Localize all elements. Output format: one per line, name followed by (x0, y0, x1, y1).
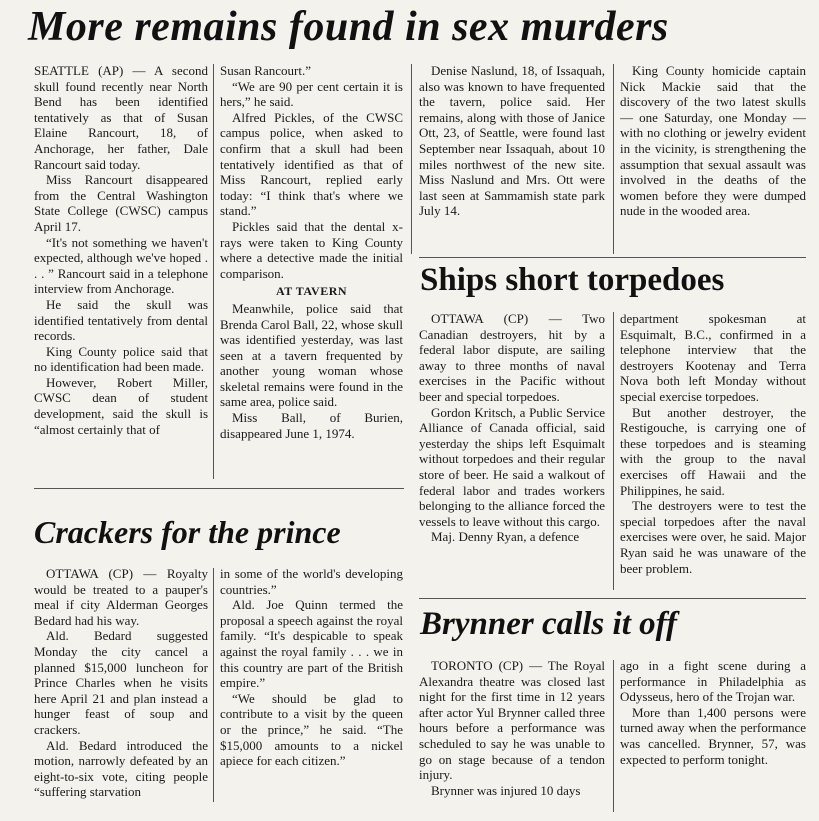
paragraph: Ald. Bedard suggested Monday the city cancel a planned $15,000 luncheon for Prince Charles when he visits here April 21 and plan instead a hunger feast of soup and crackers. (34, 628, 208, 737)
headline-sex-murders: More remains found in sex murders (28, 4, 669, 50)
story4-column-1 (419, 658, 605, 816)
paragraph: Gordon Kritsch, a Public Service Alliance of Canada official, said yesterday the ships left Esquimalt without torpedoes and their regular store of beer. He said a walkout of federal labor and trades workers belonging to the alliance forced the vessels to leave without this cargo. (419, 404, 605, 529)
paragraph: But another destroyer, the Restigouche, is carrying one of these torpedoes and is steaming with the group to the naval exercises off Hawaii and the Philippines, he said. (620, 404, 806, 498)
paragraph: Denise Naslund, 18, of Issaquah, also was known to have frequented the tavern, police said. Her remains, along with those of Janice Ott, 23, of Seattle, were found last September near Issaquah, about 10 miles northwest of the new site. Miss Naslund and Mrs. Ott were last seen at Sammamish state park July 14. (419, 63, 605, 219)
story-divider (419, 257, 806, 258)
story1-column-3 (419, 63, 605, 255)
paragraph: Brynner was injured 10 days (431, 782, 581, 798)
paragraph: department spokesman at Esquimalt, B.C., confirmed in a telephone interview that the destroyers Kootenay and Terra Nova both left Monday without special exercise torpedoes. (620, 311, 806, 404)
paragraph: “We should be glad to contribute to a visit by the queen or the prince,” he said. “The $15,000 amounts to a nickel apiece for each citizen.” (220, 690, 403, 769)
paragraph: Miss Rancourt disappeared from the Central Washington State College (CWSC) campus April 17. (34, 172, 208, 234)
paragraph: More than 1,400 persons were turned away when the performance was cancelled. Brynner, 57, was expected to perform tonight. (620, 704, 806, 767)
paragraph: Meanwhile, police said that Brenda Carol Ball, 22, whose skull was identified yesterday, was last seen at a tavern frequented by another young woman whose skeletal remains were found in the same area, police said. (220, 300, 403, 410)
story1-column-1 (34, 63, 208, 483)
paragraph: King County homicide captain Nick Mackie said that the discovery of the two latest skulls — one Saturday, one Monday — with no clothing or jewelry evident in the vicinity, is strengthening the assumption that sexual assault was involved in the deaths of the women before they were dumped nude in the wooded area. (620, 63, 806, 219)
column-rule (613, 312, 614, 590)
headline-crackers-for-the-prince: Crackers for the prince (34, 514, 341, 550)
paragraph: The destroyers were to test the special torpedoes after the naval exercises were over, he said. Major Ryan said he was unaware of the beer problem. (620, 498, 806, 576)
paragraph: SEATTLE (AP) — A second skull found recently near North Bend has been identified tentatively as that of Susan Elaine Rancourt, 18, of Anchorage, her father, Dale Rancourt said today. (34, 63, 208, 172)
paragraph: ago in a fight scene during a performance in Philadelphia as Odysseus, hero of the Trojan war. (620, 658, 806, 705)
column-rule (613, 64, 614, 254)
paragraph: However, Robert Miller, CWSC dean of student development, said the skull is “almost certainly that of (34, 374, 208, 437)
headline-ships-short-torpedoes: Ships short torpedoes (420, 262, 725, 298)
paragraph: Alfred Pickles, of the CWSC campus police, when asked to confirm that a skull had been tentatively identified as that of Miss Rancourt, replied early today: “I think that's where we stand.” (220, 109, 403, 219)
paragraph: Ald. Joe Quinn termed the proposal a speech against the royal family. “It's despicable to speak against the royal family . . . we in this country are part of the British empire.” (220, 597, 403, 691)
paragraph: in some of the world's developing countries.” (220, 566, 403, 597)
paragraph: “It's not something we haven't expected, although we've hoped . . . ” Rancourt said in a telephone interview from Anchorage. (34, 234, 208, 297)
story-divider (419, 598, 806, 599)
story-divider (34, 488, 404, 489)
paragraph: Susan Rancourt.” (220, 63, 311, 78)
paragraph: Ald. Bedard introduced the motion, narrowly defeated by an eight-to-six vote, citing people “suffering starvation (34, 737, 208, 800)
story4-column-2 (620, 658, 806, 816)
paragraph: “We are 90 per cent certain it is hers,” he said. (220, 78, 403, 110)
paragraph: Miss Ball, of Burien, disappeared June 1, 1974. (220, 410, 403, 441)
story1-column-2 (220, 63, 403, 483)
story3-column-2 (620, 311, 806, 593)
paragraph: Pickles said that the dental x-rays were taken to King County where a detective made the initial comparison. (220, 218, 403, 281)
column-rule (213, 64, 214, 479)
story2-column-1 (34, 566, 208, 806)
column-rule (613, 660, 614, 812)
subhead-at-tavern: AT TAVERN (275, 284, 348, 299)
story3-column-1 (419, 311, 605, 593)
story2-column-2 (220, 566, 403, 806)
paragraph: King County police said that no identification had been made. (34, 343, 208, 375)
column-rule (411, 64, 412, 254)
paragraph: Maj. Denny Ryan, a defence (431, 529, 580, 545)
paragraph: OTTAWA (CP) — Two Canadian destroyers, hit by a federal labor dispute, are sailing away to three months of naval exercises in the Pacific without beer and special torpedoes. (419, 311, 605, 404)
headline-brynner-calls-it-off: Brynner calls it off (420, 606, 677, 642)
paragraph: OTTAWA (CP) — Royalty would be treated to a pauper's meal if city Alderman Georges Bedard had his way. (34, 566, 208, 628)
paragraph: TORONTO (CP) — The Royal Alexandra theatre was closed last night for the first time in 12 years after actor Yul Brynner called three hours before a performance was scheduled to say he was unable to go on stage because of a tendon injury. (419, 658, 605, 783)
column-rule (213, 568, 214, 802)
story1-column-4 (620, 63, 806, 255)
paragraph: He said the skull was identified tentatively from dental records. (34, 296, 208, 344)
